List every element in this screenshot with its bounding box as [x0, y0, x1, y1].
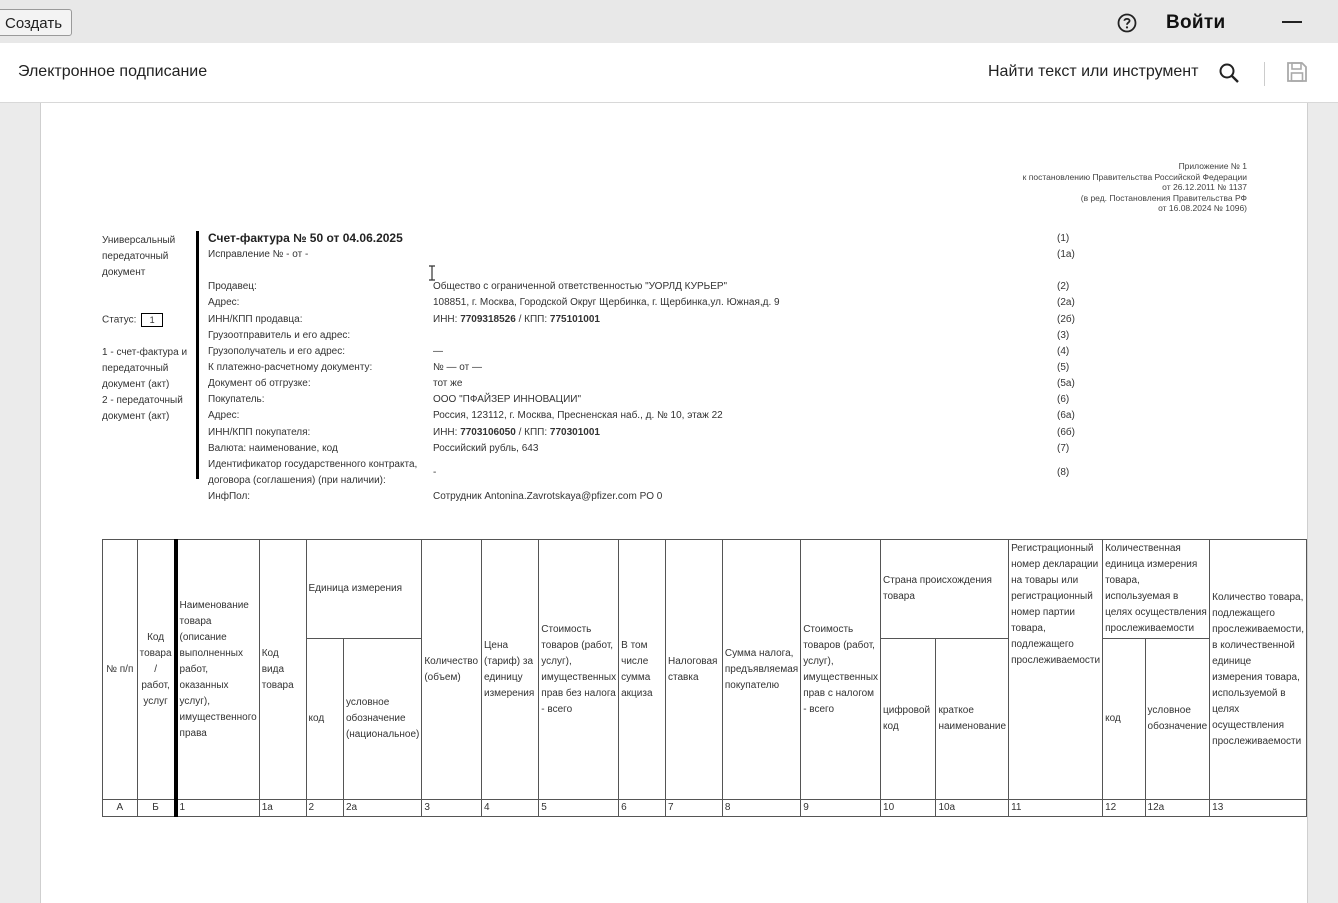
buyer-inn: 7703106050: [460, 427, 516, 438]
shipper-label: Грузоотправитель и его адрес:: [208, 330, 351, 341]
infpol-value: Сотрудник Antonina.Zavrotskaya@pfizer.com PO 0: [433, 491, 663, 502]
inn-prefix: ИНН:: [433, 427, 461, 438]
buyer-inn-label: ИНН/КПП покупателя:: [208, 427, 311, 438]
appendix-line: от 26.12.2011 № 1137: [1162, 182, 1247, 192]
col-number: 7: [666, 800, 723, 817]
header-divider-bar: [196, 231, 199, 479]
goods-table: [102, 539, 1307, 817]
save-icon[interactable]: [1286, 61, 1308, 83]
col-header: Количественная единица измерения товара, используемая в целях осуществления прослеживаемости: [1103, 540, 1210, 639]
col-number: 12: [1103, 800, 1145, 817]
status-value: 1: [141, 313, 163, 327]
appendix-note: [1023, 161, 1247, 214]
row-num: (8): [1057, 467, 1070, 478]
row-num: (2): [1057, 281, 1070, 292]
col-header: Стоимость товаров (работ, услуг), имущественных прав без налога - всего: [539, 540, 619, 800]
col-header: Налоговая ставка: [666, 540, 723, 800]
col-header: цифровой код: [881, 639, 936, 800]
status: [102, 313, 163, 327]
inn-prefix: ИНН:: [433, 314, 461, 325]
seller-inn: 7709318526: [460, 314, 516, 325]
col-number: 10а: [936, 800, 1009, 817]
minimize-icon[interactable]: [1282, 21, 1302, 23]
appendix-line: от 16.08.2024 № 1096): [1158, 203, 1247, 213]
col-header: Цена (тариф) за единицу измерения: [482, 540, 539, 800]
col-number: 11: [1009, 800, 1103, 817]
col-header: Количество товара, подлежащего прослеживаемости, в количественной единице измерения товара, используемой в целях осуществления прослеживаемости: [1210, 540, 1307, 800]
status-desc-1: 1 - счет-фактура и передаточный документ (акт): [102, 347, 188, 390]
col-header: № п/п: [103, 540, 138, 800]
infpol-label: ИнфПол:: [208, 491, 251, 502]
row-num: (5): [1057, 362, 1070, 373]
payment-doc-value: № — от —: [433, 362, 482, 373]
toolbar-divider: [1264, 62, 1265, 86]
col-number: 1: [176, 800, 260, 817]
col-number: 9: [801, 800, 881, 817]
buyer-inn-kpp: [433, 427, 600, 438]
tool-title: Электронное подписание: [18, 63, 208, 80]
row-num: (6): [1057, 394, 1070, 405]
row-num: (3): [1057, 330, 1070, 341]
col-header: Код товара / работ, услуг: [137, 540, 175, 800]
buyer-address-label: Адрес:: [208, 410, 240, 421]
col-number: 13: [1210, 800, 1307, 817]
col-header: Единица измерения: [306, 540, 422, 639]
contract-value: -: [433, 467, 437, 478]
seller-inn-label: ИНН/КПП продавца:: [208, 314, 303, 325]
row-num: (1а): [1057, 249, 1075, 260]
col-header: Наименование товара (описание выполненных работ, оказанных услуг), имущественного права: [176, 540, 260, 800]
help-icon[interactable]: [1117, 13, 1137, 33]
buyer-label: Покупатель:: [208, 394, 265, 405]
seller-label: Продавец:: [208, 281, 257, 292]
seller-kpp: 775101001: [549, 314, 600, 325]
consignee-value: —: [433, 346, 443, 357]
create-button[interactable]: Создать: [0, 9, 72, 36]
currency-label: Валюта: наименование, код: [208, 443, 338, 454]
status-desc-2: 2 - передаточный документ (акт): [102, 395, 183, 422]
login-button[interactable]: Войти: [1166, 12, 1226, 33]
search-label[interactable]: Найти текст или инструмент: [988, 63, 1199, 80]
contract-label-1: Идентификатор государственного контракта,: [208, 459, 418, 470]
seller-address-value: 108851, г. Москва, Городской Округ Щербинка, г. Щербинка,ул. Южная,д. 9: [433, 297, 780, 308]
kpp-prefix: / КПП:: [515, 427, 550, 438]
col-header: краткое наименование: [936, 639, 1009, 800]
upd-label: Универсальный передаточный документ: [102, 235, 176, 278]
search-icon[interactable]: [1218, 62, 1240, 84]
currency-value: Российский рубль, 643: [433, 443, 539, 454]
top-bar: [0, 0, 1338, 43]
col-number: 6: [619, 800, 666, 817]
row-num: (6б): [1057, 427, 1075, 438]
toolbar: [0, 43, 1338, 103]
col-number: 8: [722, 800, 800, 817]
buyer-value: ООО "ПФАЙЗЕР ИННОВАЦИИ": [433, 394, 581, 405]
status-label: Статус:: [102, 314, 137, 326]
buyer-kpp: 770301001: [549, 427, 600, 438]
row-num: (2б): [1057, 314, 1075, 325]
row-num: (1): [1057, 233, 1070, 244]
correction-label: Исправление № - от -: [208, 249, 309, 260]
appendix-line: (в ред. Постановления Правительства РФ: [1080, 192, 1247, 203]
status-description: [102, 345, 194, 425]
row-num: (5а): [1057, 378, 1075, 389]
appendix-line: Приложение № 1: [1178, 161, 1247, 171]
shipment-doc-value: тот же: [433, 378, 463, 389]
row-num: (2а): [1057, 297, 1075, 308]
invoice-title: Счет-фактура № 50 от 04.06.2025: [208, 231, 403, 245]
col-number: 10: [881, 800, 936, 817]
text-cursor-icon: [427, 265, 437, 281]
col-header: Регистрационный номер декларации на товары или регистрационный номер партии товара, подлежащего прослеживаемости: [1009, 540, 1103, 800]
row-num: (4): [1057, 346, 1070, 357]
document-viewer[interactable]: [0, 103, 1338, 876]
col-number: 2: [306, 800, 343, 817]
col-number: Б: [137, 800, 175, 817]
col-number: 4: [482, 800, 539, 817]
contract-label-2: договора (соглашения) (при наличии):: [208, 475, 386, 486]
col-header: Количество (объем): [422, 540, 482, 800]
kpp-prefix: / КПП:: [515, 314, 550, 325]
col-number: 5: [539, 800, 619, 817]
col-header: Стоимость товаров (работ, услуг), имущественных прав с налогом - всего: [801, 540, 881, 800]
col-header: код: [1103, 639, 1145, 800]
col-number: 1а: [259, 800, 306, 817]
col-header: Сумма налога, предъявляемая покупателю: [722, 540, 800, 800]
col-number: 3: [422, 800, 482, 817]
consignee-label: Грузополучатель и его адрес:: [208, 346, 345, 357]
col-header: В том числе сумма акциза: [619, 540, 666, 800]
shipment-doc-label: Документ об отгрузке:: [208, 378, 311, 389]
col-number: А: [103, 800, 138, 817]
col-header: условное обозначение (национальное): [343, 639, 421, 800]
row-num: (7): [1057, 443, 1070, 454]
col-header: условное обозначение: [1145, 639, 1210, 800]
payment-doc-label: К платежно-расчетному документу:: [208, 362, 373, 373]
seller-inn-kpp: [433, 314, 600, 325]
document-page: [40, 103, 1308, 903]
row-num: (6а): [1057, 410, 1075, 421]
col-header: Код вида товара: [259, 540, 306, 800]
col-header: Страна происхождения товара: [881, 540, 1009, 639]
col-header: код: [306, 639, 343, 800]
col-number: 12а: [1145, 800, 1210, 817]
seller-address-label: Адрес:: [208, 297, 240, 308]
seller-value: Общество с ограниченной ответственностью "УОРЛД КУРЬЕР": [433, 281, 728, 292]
appendix-line: к постановлению Правительства Российской Федерации: [1022, 171, 1247, 182]
col-number: 2а: [343, 800, 421, 817]
buyer-address-value: Россия, 123112, г. Москва, Пресненская наб., д. № 10, этаж 22: [433, 410, 723, 421]
